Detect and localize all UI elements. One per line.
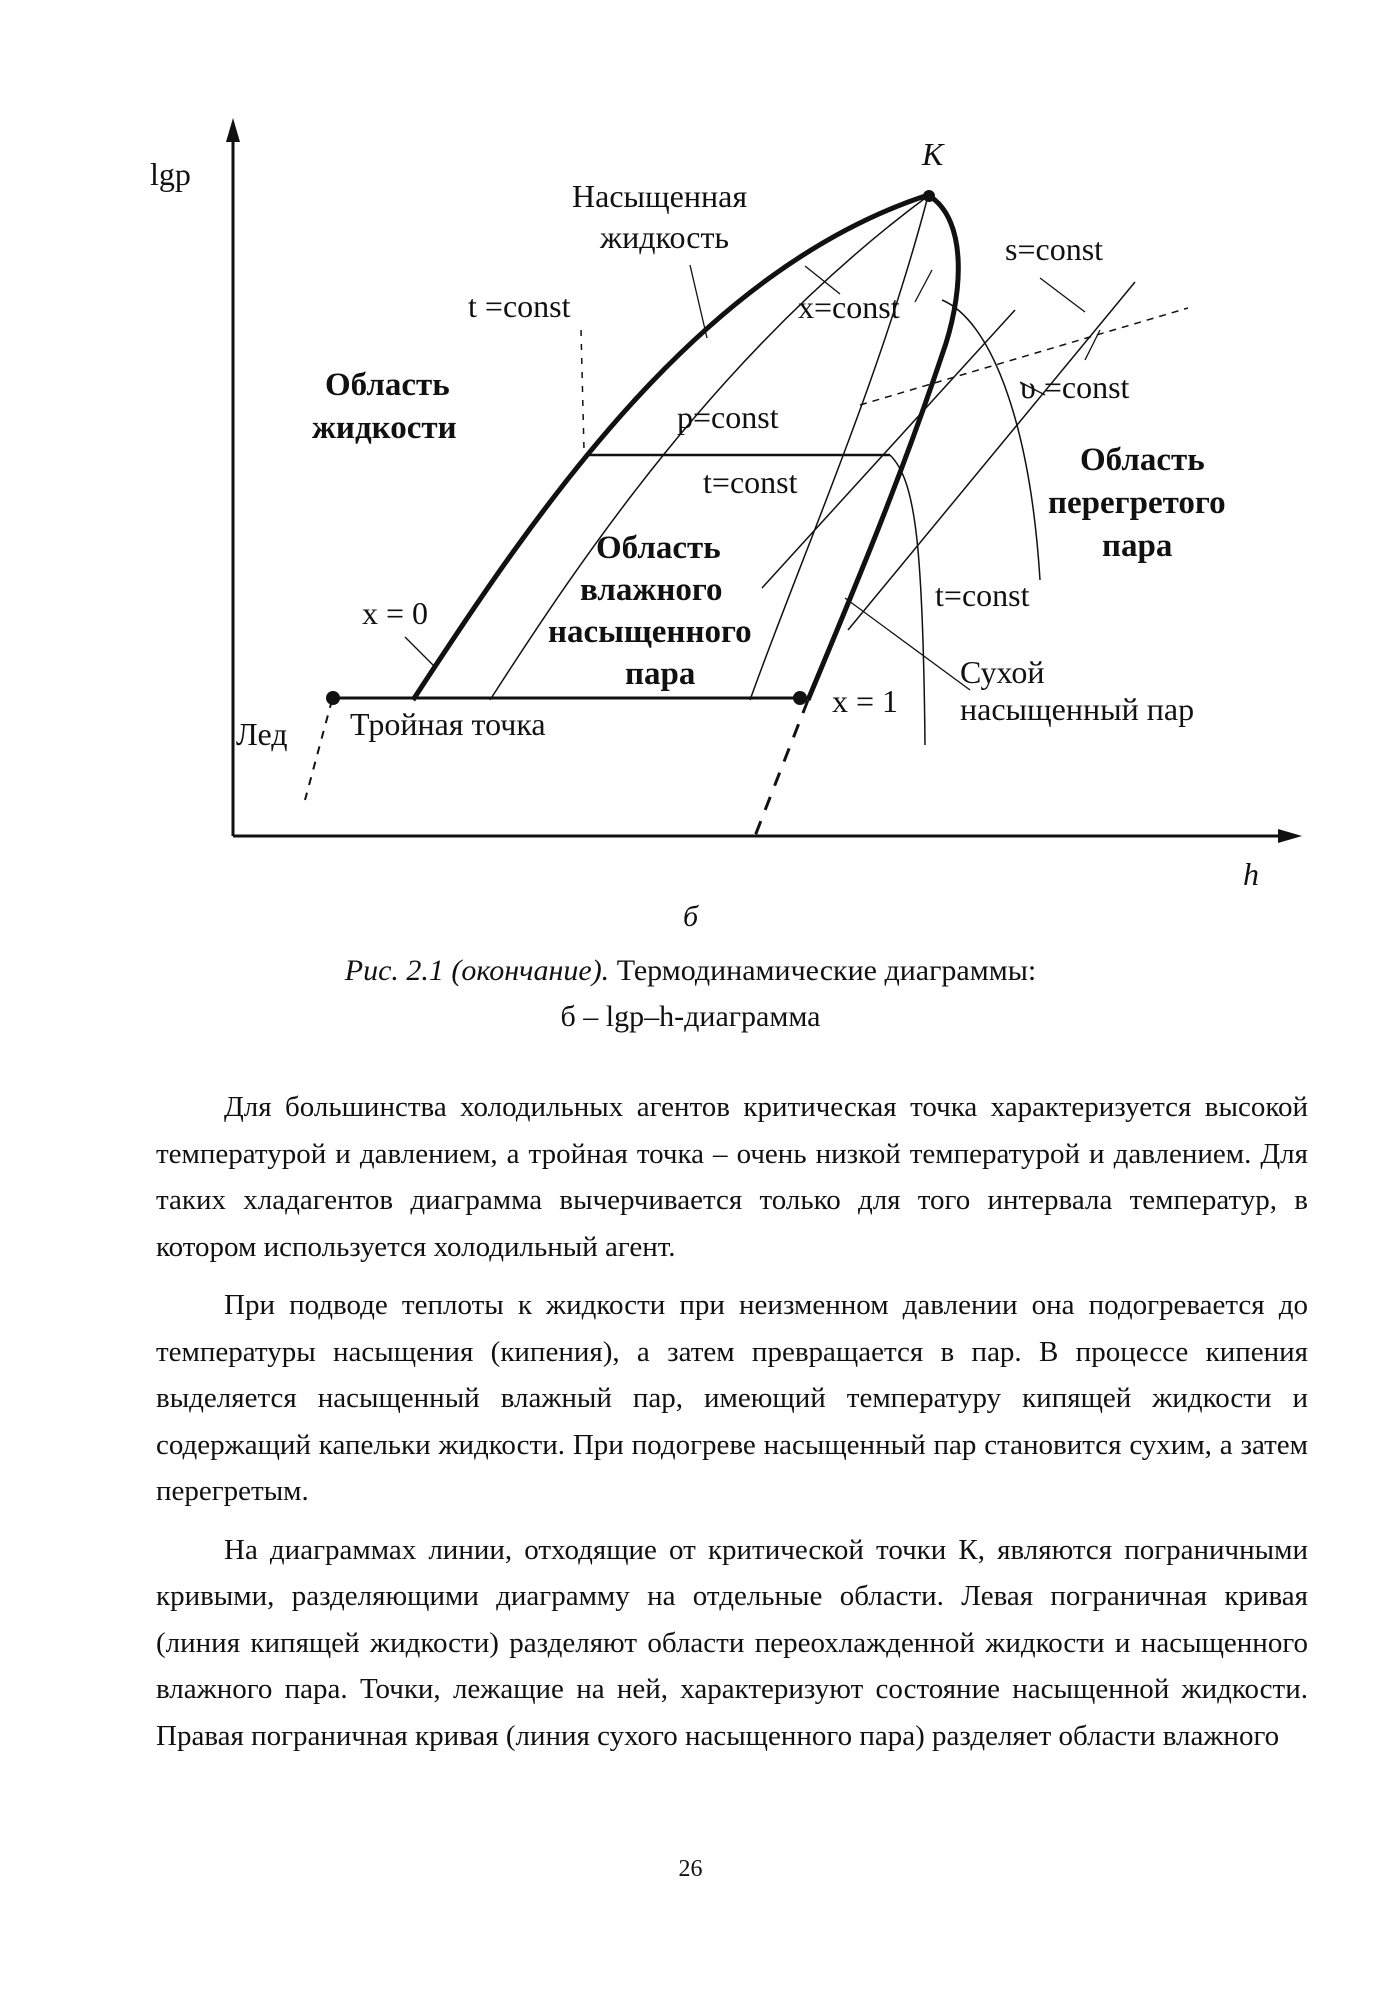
x1-label: x = 1 <box>832 683 899 719</box>
lgp-h-diagram <box>0 0 1381 900</box>
critical-point <box>923 190 935 202</box>
wet-region-label-1: Область <box>596 530 721 566</box>
t-const-mid-line <box>762 310 1015 588</box>
dry-saturated-vapor-curve <box>808 195 958 700</box>
x-axis-label: h <box>1243 856 1259 892</box>
wet-region-label-2: влажного <box>580 572 723 608</box>
caption-line-1 <box>0 948 1381 994</box>
v-const-label: υ =const <box>1020 369 1130 405</box>
caption-title: Термодинамические диаграммы: <box>609 954 1037 987</box>
t-const-right-label: t=const <box>935 577 1030 613</box>
saturated-liquid-label-2: жидкость <box>600 219 730 255</box>
paragraph: Для большинства холодильных агентов критическая точка характеризуется высокой температурой и давлением, а тройная точка – очень низкой температурой и давлением. Для таких хладагентов диаграмма вычерчивается только для того интервала температур, в котором используется холодильный агент. <box>156 1091 1308 1263</box>
saturated-liquid-label-1: Насыщенная <box>572 178 748 214</box>
y-axis-arrow <box>226 118 240 142</box>
x0-label: x = 0 <box>362 595 429 631</box>
triple-point-label: Тройная точка <box>350 706 546 742</box>
triple-point-right <box>793 691 807 705</box>
dry-saturated-label-1: Сухой <box>960 654 1045 690</box>
wet-region-label-4: пара <box>625 656 696 692</box>
superheated-region-label-3: пара <box>1102 528 1173 564</box>
page-number: 26 <box>678 1856 703 1882</box>
figure-letter: б <box>682 900 699 933</box>
t-const-liquid-dashed <box>581 330 584 450</box>
liquid-region-label-2: жидкости <box>312 410 457 446</box>
t-const-right-curve-2 <box>942 300 1040 580</box>
t-const-top-label: t =const <box>468 288 571 324</box>
paragraph: На диаграммах линии, отходящие от критической точки К, являются пограничными кривыми, разделяющими диаграмму на отдельные области. Левая пограничная кривая (линия кипящей жидкости) разделяют области переохлажденной жидкости и насыщенного влажного пара. Точки, лежащие на ней, характеризуют состояние насыщенной жидкости. Правая пограничная кривая (линия сухого насыщенного пара) разделяет области влажного <box>156 1533 1308 1752</box>
x-const-label: x=const <box>798 289 900 325</box>
superheated-region-label-1: Область <box>1080 442 1205 478</box>
critical-point-label: K <box>922 136 944 172</box>
x-axis-arrow <box>1278 829 1302 843</box>
t-const-mid-label: t=const <box>703 464 798 500</box>
dry-saturated-label-2: насыщенный пар <box>960 691 1195 727</box>
caption-line-2: б – lgp–h-диаграмма <box>560 1000 821 1033</box>
p-const-label: p=const <box>677 399 779 435</box>
ice-dashed-line <box>305 700 332 800</box>
caption-prefix: Рис. 2.1 (окончание). <box>344 954 610 987</box>
y-axis-label: lgp <box>150 156 191 192</box>
liquid-region-label-1: Область <box>325 367 450 403</box>
body-text <box>156 1084 1308 1771</box>
ice-label: Лед <box>236 716 288 752</box>
figure-caption <box>0 948 1381 1040</box>
x1-extension-dashed <box>755 700 808 836</box>
triple-point-left <box>326 691 340 705</box>
superheated-region-label-2: перегретого <box>1048 485 1226 521</box>
wet-region-label-3: насыщенного <box>548 614 752 650</box>
paragraph: При подводе теплоты к жидкости при неизменном давлении она подогревается до температуры насыщения (кипения), а затем превращается в пар. В процессе кипения выделяется насыщенный влажный пар, имеющий температуру кипящей жидкости и содержащий капельки жидкости. При подогреве насыщенный пар становится сухим, а затем перегретым. <box>156 1289 1308 1507</box>
s-const-label: s=const <box>1005 231 1104 267</box>
